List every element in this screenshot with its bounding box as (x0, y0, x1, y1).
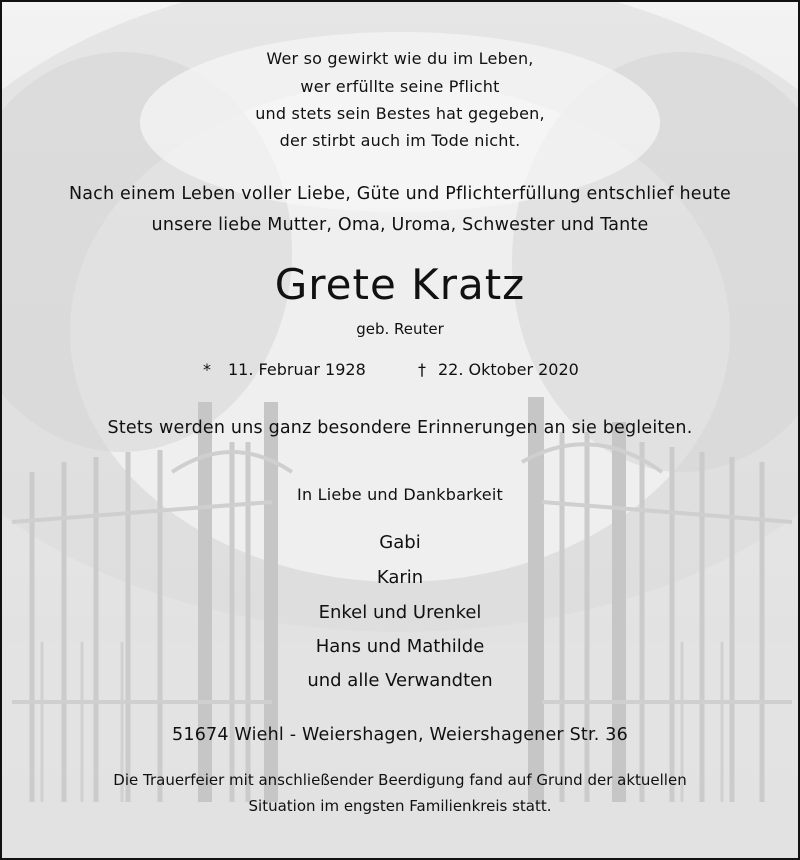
birth-date: 11. Februar 1928 (228, 360, 366, 379)
notice-line-1: Die Trauerfeier mit anschließender Beerdigung fand auf Grund der aktuellen (113, 771, 687, 789)
closing-line: In Liebe und Dankbarkeit (297, 485, 503, 504)
mourner-5: und alle Verwandten (307, 670, 493, 691)
deceased-name: Grete Kratz (274, 260, 526, 309)
intro-line-2: unsere liebe Mutter, Oma, Uroma, Schwester und Tante (151, 215, 649, 235)
mourner-3: Enkel und Urenkel (318, 602, 482, 623)
birth-symbol: * (203, 360, 211, 379)
mourner-4: Hans und Mathilde (315, 636, 485, 657)
poem-line-2: wer erfüllte seine Pflicht (300, 77, 500, 96)
notice-line-2: Situation im engsten Familienkreis statt. (248, 797, 552, 815)
death-date: 22. Oktober 2020 (438, 360, 579, 379)
poem-line-1: Wer so gewirkt wie du im Leben, (266, 49, 534, 68)
obituary-text (2, 2, 798, 858)
memory-line: Stets werden uns ganz besondere Erinnerungen an sie begleiten. (107, 418, 693, 438)
poem-line-4: der stirbt auch im Tode nicht. (279, 131, 521, 150)
maiden-name: geb. Reuter (356, 320, 444, 338)
death-symbol: † (418, 360, 426, 379)
intro-line-1: Nach einem Leben voller Liebe, Güte und Pflichterfüllung entschlief heute (68, 184, 732, 204)
mourner-1: Gabi (379, 532, 421, 553)
poem-line-3: und stets sein Bestes hat gegeben, (255, 104, 545, 123)
mourner-2: Karin (376, 567, 424, 588)
address-line: 51674 Wiehl - Weiershagen, Weiershagener Str. 36 (172, 725, 628, 745)
